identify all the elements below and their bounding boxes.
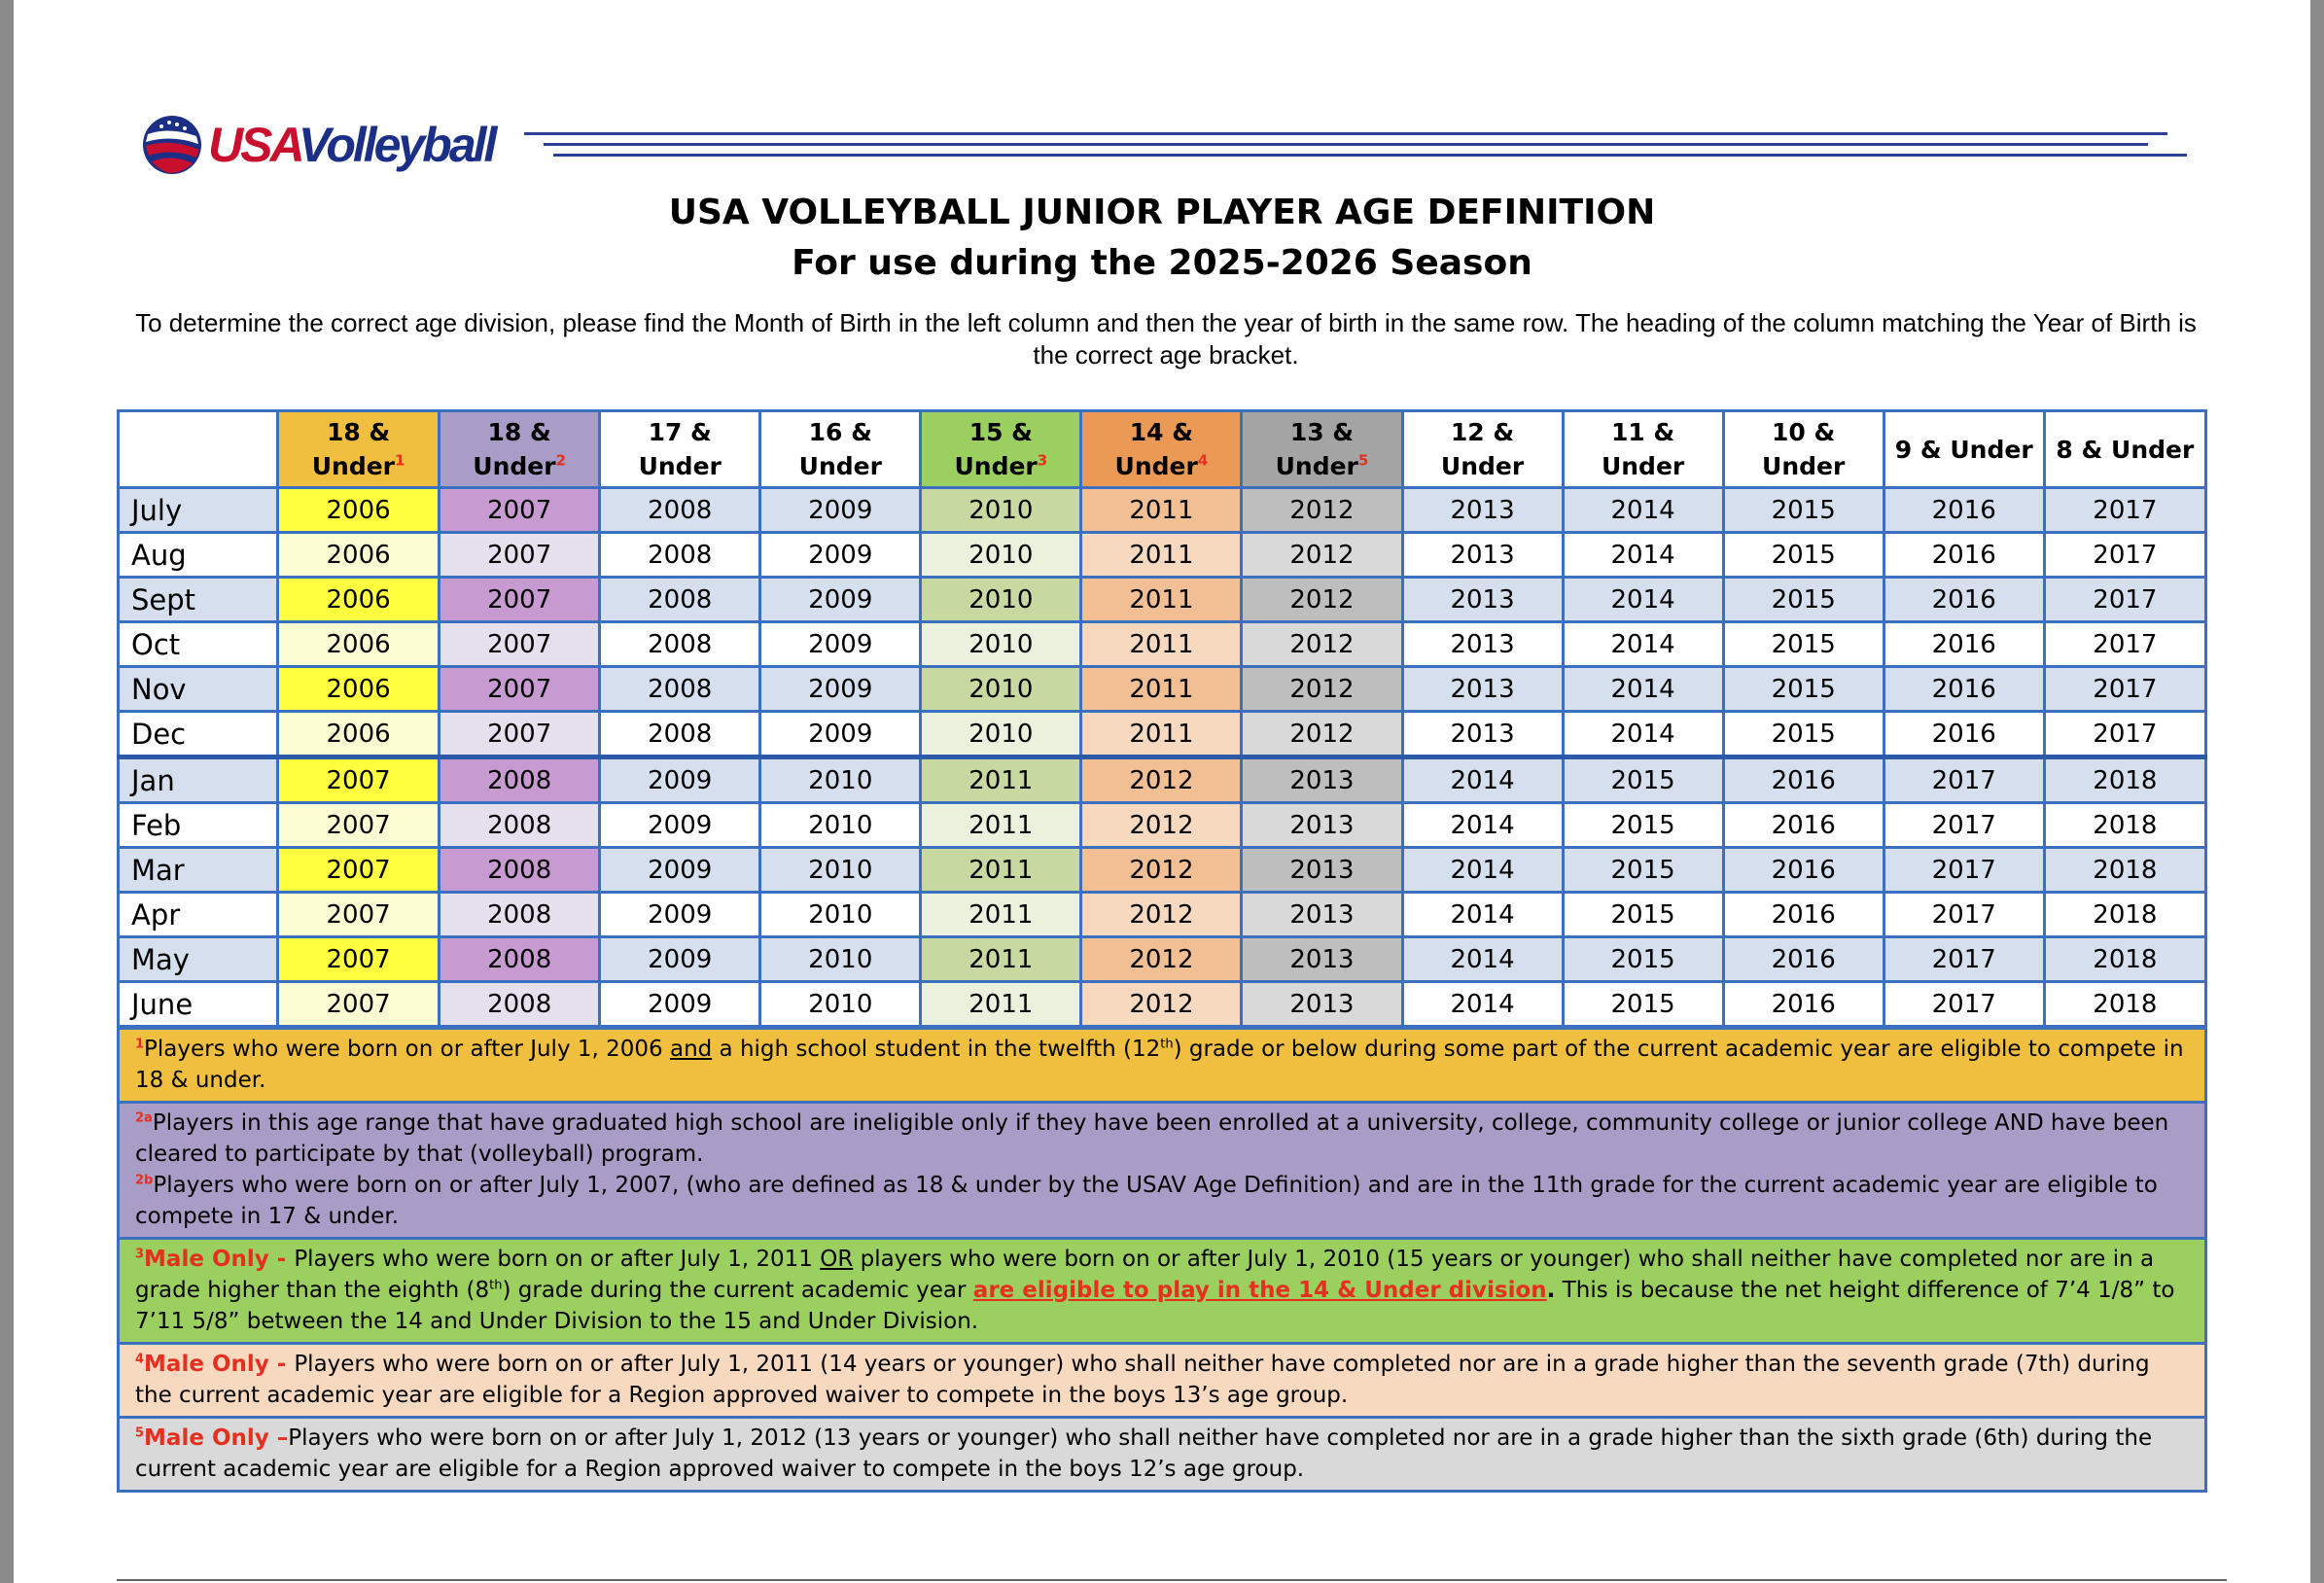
month-cell: July <box>119 488 278 533</box>
year-cell: 2011 <box>1081 488 1242 533</box>
year-cell: 2008 <box>440 757 600 803</box>
footnote-marker: 4 <box>1197 451 1209 470</box>
year-cell: 2009 <box>600 893 760 937</box>
year-cell: 2017 <box>2044 622 2205 667</box>
year-cell: 2006 <box>278 712 440 757</box>
year-cell: 2012 <box>1081 803 1242 848</box>
year-cell: 2009 <box>600 982 760 1027</box>
month-cell: Nov <box>119 667 278 712</box>
year-cell: 2016 <box>1723 803 1884 848</box>
year-cell: 2008 <box>440 982 600 1027</box>
column-header: 13 & Under$^5$ <box>1242 411 1402 488</box>
document-subtitle: For use during the 2025-2026 Season <box>792 243 1532 283</box>
year-cell: 2013 <box>1242 937 1402 982</box>
column-header: 18 & Under$^1$ <box>278 411 440 488</box>
column-header: 10 & Under <box>1723 411 1884 488</box>
year-cell: 2013 <box>1242 803 1402 848</box>
year-cell: 2010 <box>760 982 921 1027</box>
year-cell: 2015 <box>1723 578 1884 622</box>
column-header: 17 & Under <box>600 411 760 488</box>
table-row <box>119 982 2206 1027</box>
year-cell: 2013 <box>1402 712 1563 757</box>
year-cell: 2012 <box>1242 712 1402 757</box>
table-row <box>119 622 2206 667</box>
year-cell: 2010 <box>921 578 1081 622</box>
footnotes <box>117 1027 2207 1493</box>
year-cell: 2012 <box>1242 622 1402 667</box>
table-row <box>119 757 2206 803</box>
year-cell: 2013 <box>1242 982 1402 1027</box>
year-cell: 2018 <box>2044 757 2205 803</box>
year-cell: 2007 <box>440 578 600 622</box>
year-cell: 2007 <box>440 622 600 667</box>
table-header-row <box>119 411 2206 488</box>
year-cell: 2018 <box>2044 803 2205 848</box>
year-cell: 2013 <box>1242 848 1402 893</box>
year-cell: 2008 <box>600 712 760 757</box>
header-rule <box>524 132 2167 135</box>
year-cell: 2008 <box>600 488 760 533</box>
year-cell: 2015 <box>1563 757 1723 803</box>
year-cell: 2008 <box>440 937 600 982</box>
column-header: 9 & Under <box>1884 411 2044 488</box>
document-title: USA VOLLEYBALL JUNIOR PLAYER AGE DEFINITION <box>668 193 1656 232</box>
year-cell: 2008 <box>600 622 760 667</box>
table-row <box>119 488 2206 533</box>
year-cell: 2012 <box>1081 757 1242 803</box>
year-cell: 2016 <box>1723 937 1884 982</box>
year-cell: 2014 <box>1563 533 1723 578</box>
year-cell: 2015 <box>1723 712 1884 757</box>
year-cell: 2014 <box>1402 893 1563 937</box>
year-cell: 2015 <box>1563 803 1723 848</box>
year-cell: 2008 <box>440 803 600 848</box>
table-row <box>119 712 2206 757</box>
year-cell: 2014 <box>1563 712 1723 757</box>
year-cell: 2015 <box>1563 848 1723 893</box>
year-cell: 2009 <box>760 667 921 712</box>
year-cell: 2017 <box>1884 937 2044 982</box>
year-cell: 2012 <box>1081 982 1242 1027</box>
month-cell: Aug <box>119 533 278 578</box>
year-cell: 2006 <box>278 622 440 667</box>
year-cell: 2009 <box>760 622 921 667</box>
year-cell: 2010 <box>760 848 921 893</box>
year-cell: 2006 <box>278 533 440 578</box>
footnote-1: $^1$Players who were born on or after July 1, 2006 and a high school student in the twelfth (12th) grade or below during some part of the current academic year are eligible to compete in 18 & under. <box>117 1027 2207 1104</box>
year-cell: 2015 <box>1723 488 1884 533</box>
year-cell: 2010 <box>760 893 921 937</box>
year-cell: 2011 <box>921 803 1081 848</box>
year-cell: 2009 <box>760 712 921 757</box>
year-cell: 2013 <box>1402 622 1563 667</box>
year-cell: 2012 <box>1081 893 1242 937</box>
year-cell: 2016 <box>1723 848 1884 893</box>
year-cell: 2013 <box>1402 667 1563 712</box>
year-cell: 2017 <box>1884 893 2044 937</box>
year-cell: 2012 <box>1242 533 1402 578</box>
column-header: 11 & Under <box>1563 411 1723 488</box>
logo-volleyball-text: Volleyball <box>298 118 495 172</box>
year-cell: 2009 <box>600 848 760 893</box>
year-cell: 2016 <box>1723 893 1884 937</box>
year-cell: 2010 <box>760 803 921 848</box>
year-cell: 2017 <box>2044 533 2205 578</box>
year-cell: 2016 <box>1723 982 1884 1027</box>
footnote-2a: $^{2a}$Players in this age range that have graduated high school are ineligible only if they have been enrolled at a university, college, community college or junior college AND have been cleared to participate by that (volleyball) program. <box>135 1110 2169 1167</box>
year-cell: 2015 <box>1563 937 1723 982</box>
year-cell: 2010 <box>921 488 1081 533</box>
column-header: 16 & Under <box>760 411 921 488</box>
month-cell: Jan <box>119 757 278 803</box>
table-row <box>119 578 2206 622</box>
year-cell: 2006 <box>278 488 440 533</box>
header-corner <box>119 411 278 488</box>
column-header: 8 & Under <box>2044 411 2205 488</box>
year-cell: 2011 <box>921 757 1081 803</box>
year-cell: 2008 <box>600 667 760 712</box>
year-cell: 2014 <box>1402 937 1563 982</box>
year-cell: 2009 <box>600 937 760 982</box>
year-cell: 2012 <box>1242 578 1402 622</box>
year-cell: 2011 <box>921 848 1081 893</box>
year-cell: 2017 <box>2044 712 2205 757</box>
year-cell: 2012 <box>1081 848 1242 893</box>
year-cell: 2016 <box>1884 712 2044 757</box>
year-cell: 2016 <box>1884 578 2044 622</box>
month-cell: Apr <box>119 893 278 937</box>
year-cell: 2011 <box>1081 578 1242 622</box>
year-cell: 2015 <box>1723 667 1884 712</box>
month-cell: Oct <box>119 622 278 667</box>
month-cell: Feb <box>119 803 278 848</box>
year-cell: 2011 <box>1081 622 1242 667</box>
footnote-5: $^5$Male Only –Players who were born on or after July 1, 2012 (13 years or younger) who shall neither have completed nor are in a grade higher than the sixth grade (6th) during the current academic year are eligible for a Region approved waiver to compete in the boys 12’s age group. <box>117 1419 2207 1493</box>
footnote-marker: 3 <box>1037 451 1048 470</box>
table-row <box>119 533 2206 578</box>
year-cell: 2014 <box>1402 757 1563 803</box>
year-cell: 2018 <box>2044 848 2205 893</box>
year-cell: 2016 <box>1884 533 2044 578</box>
instructions-text: To determine the correct age division, please find the Month of Birth in the left column and then the year of birth in the same row. The heading of the column matching the Year of Birth is the correct age bracket. <box>135 308 2197 369</box>
footnote-2b: $^{2b}$Players who were born on or after July 1, 2007, (who are defined as 18 & under by the USAV Age Definition) and are in the 11th grade for the current academic year are eligible to compete in 17 & under. <box>135 1173 2158 1229</box>
year-cell: 2007 <box>278 848 440 893</box>
column-header: 14 & Under$^4$ <box>1081 411 1242 488</box>
table-row <box>119 937 2206 982</box>
usa-volleyball-logo <box>140 101 494 189</box>
year-cell: 2017 <box>2044 578 2205 622</box>
year-cell: 2009 <box>600 803 760 848</box>
year-cell: 2013 <box>1242 757 1402 803</box>
year-cell: 2016 <box>1884 488 2044 533</box>
month-cell: Mar <box>119 848 278 893</box>
header-rule <box>544 143 2148 146</box>
footnote-2 <box>117 1104 2207 1240</box>
year-cell: 2008 <box>600 533 760 578</box>
year-cell: 2011 <box>1081 667 1242 712</box>
year-cell: 2007 <box>278 893 440 937</box>
year-cell: 2011 <box>1081 533 1242 578</box>
year-cell: 2010 <box>921 667 1081 712</box>
year-cell: 2013 <box>1402 578 1563 622</box>
footnote-marker: 2 <box>555 451 567 470</box>
year-cell: 2010 <box>921 533 1081 578</box>
table-row <box>119 803 2206 848</box>
year-cell: 2009 <box>760 533 921 578</box>
year-cell: 2016 <box>1723 757 1884 803</box>
year-cell: 2012 <box>1081 937 1242 982</box>
year-cell: 2011 <box>1081 712 1242 757</box>
year-cell: 2011 <box>921 937 1081 982</box>
year-cell: 2008 <box>440 893 600 937</box>
header-rule <box>553 154 2187 157</box>
logo-usa-text: USA <box>208 118 299 172</box>
month-cell: Sept <box>119 578 278 622</box>
year-cell: 2013 <box>1402 488 1563 533</box>
year-cell: 2014 <box>1563 667 1723 712</box>
year-cell: 2007 <box>278 937 440 982</box>
year-cell: 2010 <box>921 712 1081 757</box>
year-cell: 2014 <box>1402 848 1563 893</box>
month-cell: May <box>119 937 278 982</box>
year-cell: 2012 <box>1242 488 1402 533</box>
year-cell: 2016 <box>1884 667 2044 712</box>
year-cell: 2012 <box>1242 667 1402 712</box>
footnote-4: $^4$Male Only - Players who were born on or after July 1, 2011 (14 years or younger) who shall neither have completed nor are in a grade higher than the seventh grade (7th) during the current academic year are eligible for a Region approved waiver to compete in the boys 13’s age group. <box>117 1345 2207 1419</box>
year-cell: 2014 <box>1402 803 1563 848</box>
year-cell: 2008 <box>440 848 600 893</box>
year-cell: 2014 <box>1563 578 1723 622</box>
year-cell: 2007 <box>440 533 600 578</box>
year-cell: 2010 <box>921 622 1081 667</box>
column-header: 18 & Under$^2$ <box>440 411 600 488</box>
table-row <box>119 848 2206 893</box>
footnote-marker: 1 <box>395 451 405 470</box>
year-cell: 2007 <box>440 488 600 533</box>
year-cell: 2009 <box>760 488 921 533</box>
footnote-marker: 5 <box>1357 451 1369 470</box>
year-cell: 2014 <box>1563 488 1723 533</box>
footer-rule <box>117 1579 2227 1581</box>
year-cell: 2006 <box>278 578 440 622</box>
volleyball-icon <box>140 113 204 177</box>
year-cell: 2010 <box>760 757 921 803</box>
year-cell: 2007 <box>440 667 600 712</box>
year-cell: 2009 <box>760 578 921 622</box>
year-cell: 2017 <box>1884 848 2044 893</box>
year-cell: 2007 <box>278 982 440 1027</box>
year-cell: 2018 <box>2044 982 2205 1027</box>
year-cell: 2013 <box>1242 893 1402 937</box>
year-cell: 2015 <box>1723 533 1884 578</box>
year-cell: 2017 <box>1884 982 2044 1027</box>
year-cell: 2018 <box>2044 937 2205 982</box>
year-cell: 2011 <box>921 982 1081 1027</box>
year-cell: 2010 <box>760 937 921 982</box>
year-cell: 2018 <box>2044 893 2205 937</box>
column-header: 12 & Under <box>1402 411 1563 488</box>
year-cell: 2015 <box>1563 893 1723 937</box>
table-row <box>119 667 2206 712</box>
year-cell: 2017 <box>2044 667 2205 712</box>
year-cell: 2014 <box>1563 622 1723 667</box>
footnote-3: $^3$Male Only - Players who were born on or after July 1, 2011 OR players who were born on or after July 1, 2010 (15 years or younger) who shall neither have completed nor are in a grade higher than the eighth (8th) grade during the current academic year are eligible to play in the 14 & Under division. This is because the net height difference of 7’4 1/8” to 7’11 5/8” between the 14 and Under Division to the 15 and Under Division. <box>117 1240 2207 1345</box>
year-cell: 2011 <box>921 893 1081 937</box>
year-cell: 2014 <box>1402 982 1563 1027</box>
year-cell: 2008 <box>600 578 760 622</box>
year-cell: 2007 <box>278 757 440 803</box>
month-cell: Dec <box>119 712 278 757</box>
age-definition-table <box>117 409 2207 1028</box>
year-cell: 2017 <box>1884 757 2044 803</box>
year-cell: 2007 <box>440 712 600 757</box>
year-cell: 2013 <box>1402 533 1563 578</box>
year-cell: 2017 <box>1884 803 2044 848</box>
year-cell: 2007 <box>278 803 440 848</box>
year-cell: 2016 <box>1884 622 2044 667</box>
year-cell: 2006 <box>278 667 440 712</box>
year-cell: 2015 <box>1563 982 1723 1027</box>
table-row <box>119 893 2206 937</box>
document-page <box>14 0 2310 1583</box>
year-cell: 2009 <box>600 757 760 803</box>
year-cell: 2017 <box>2044 488 2205 533</box>
year-cell: 2015 <box>1723 622 1884 667</box>
column-header: 15 & Under$^3$ <box>921 411 1081 488</box>
month-cell: June <box>119 982 278 1027</box>
